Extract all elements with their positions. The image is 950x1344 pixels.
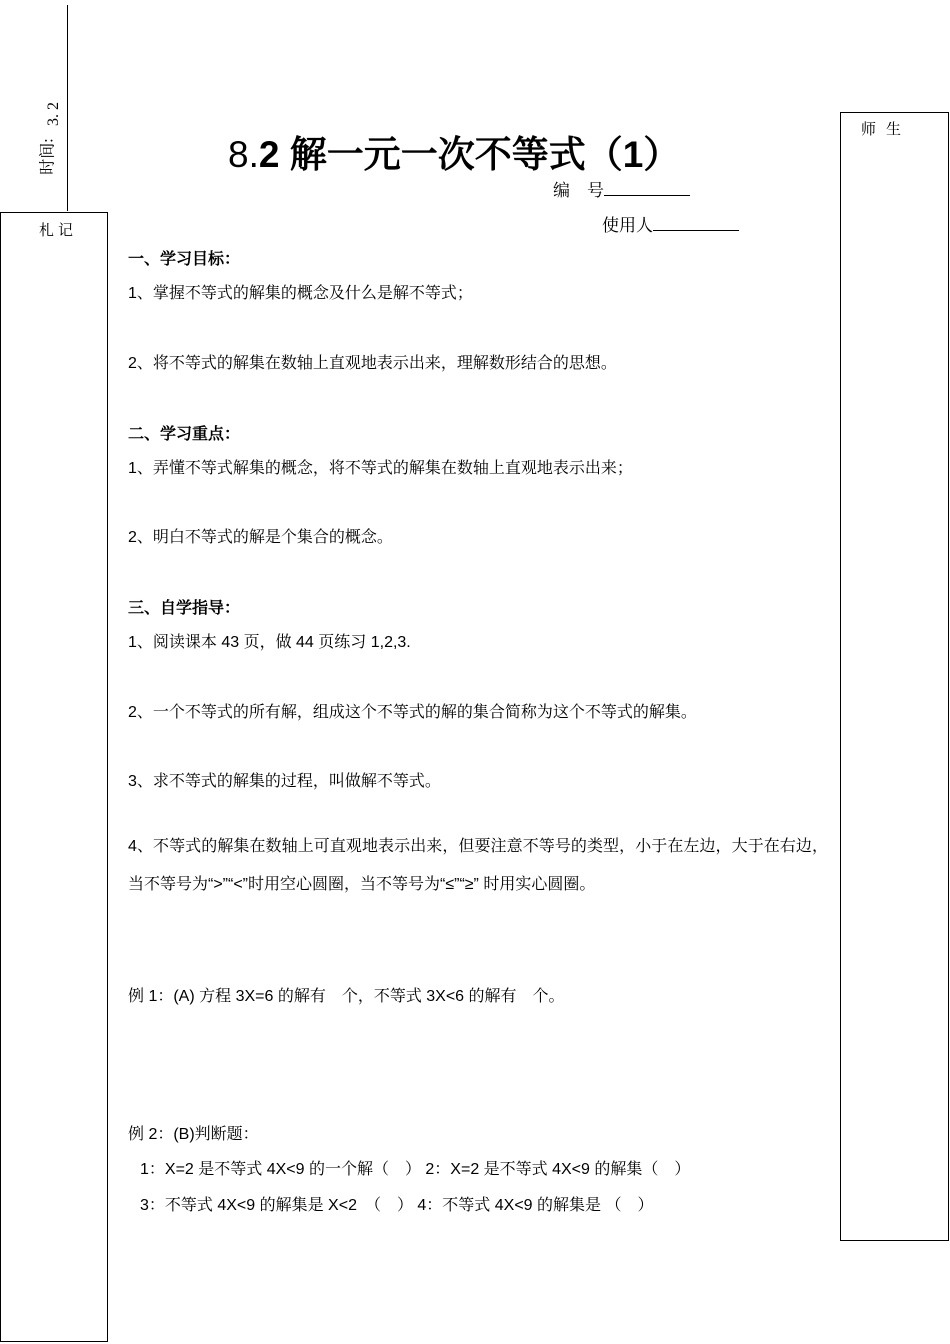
- time-value: 3. 2: [45, 102, 62, 126]
- list-item: 1、弄懂不等式解集的概念，将不等式的解集在数轴上直观地表示出来；: [128, 460, 633, 477]
- user-label: 使用人: [602, 216, 653, 235]
- example-2-heading: 例 2：(B)判断题：: [128, 1126, 259, 1143]
- time-field: [36, 95, 76, 205]
- list-item: 1、阅读课本 43 页，做 44 页练习 1,2,3.: [128, 634, 411, 651]
- number-blank: [604, 179, 690, 196]
- list-item: 1、掌握不等式的解集的概念及什么是解不等式；: [128, 285, 473, 302]
- title-prefix: 8.: [228, 134, 259, 175]
- user-blank: [653, 214, 739, 231]
- list-item: 2、明白不等式的解是个集合的概念。: [128, 529, 393, 546]
- list-item: 4、不等式的解集在数轴上可直观地表示出来，但要注意不等号的类型，小于在左边，大于在右边，当不等号为“>”“<”时用空心圆圈，当不等号为“≤”“≥” 时用实心圆圈。: [128, 838, 828, 893]
- teacher-student-column: [840, 112, 949, 1241]
- list-item: 2、将不等式的解集在数轴上直观地表示出来，理解数形结合的思想。: [128, 355, 617, 372]
- example-1: 例 1：(A) 方程 3X=6 的解有 个，不等式 3X<6 的解有 个。: [128, 988, 565, 1005]
- number-field: [553, 176, 690, 201]
- list-item: 2、一个不等式的所有解，组成这个不等式的解的集合简称为这个不等式的解集。: [128, 704, 697, 721]
- section-heading: 二、学习重点：: [128, 426, 241, 443]
- list-item: 3、求不等式的解集的过程，叫做解不等式。: [128, 773, 441, 790]
- title-main: 2 解一元一次不等式（1）: [258, 134, 681, 175]
- notes-column: [0, 212, 108, 1342]
- teacher-student-header: 师生: [861, 121, 912, 138]
- example-2-line: 1：X=2 是不等式 4X<9 的一个解（ ） 2：X=2 是不等式 4X<9 的解集（ ）: [140, 1161, 691, 1178]
- notes-column-header: 札记: [39, 222, 78, 239]
- page-title: [228, 124, 680, 178]
- example-2-line: 3：不等式 4X<9 的解集是 X<2 （ ） 4：不等式 4X<9 的解集是 （ ）: [140, 1197, 654, 1214]
- time-label: 时间:: [39, 138, 57, 175]
- section-heading: 一、学习目标：: [128, 251, 241, 268]
- number-label: 编 号: [553, 181, 604, 200]
- section-heading: 三、自学指导：: [128, 600, 241, 617]
- user-field: [602, 211, 739, 236]
